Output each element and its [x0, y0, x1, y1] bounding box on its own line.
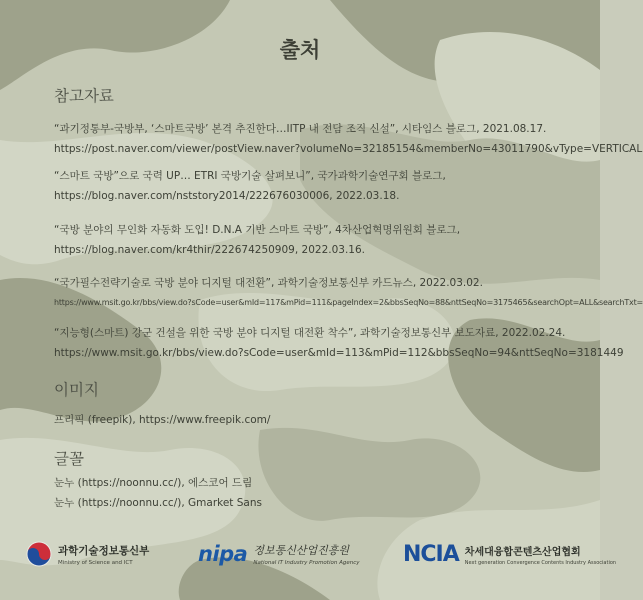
font-source-1: 눈누 (https://noonnu.cc/), 에스코어 드림	[54, 477, 253, 489]
reference-title: “과기정통부-국방부, ‘스마트국방’ 본격 추진한다…IITP 내 전담 조직 신설”, 시타임스 블로그, 2021.08.17.	[54, 123, 547, 135]
logo-footer	[0, 532, 617, 576]
image-source: 프리픽 (freepik), https://www.freepik.com/	[54, 414, 271, 426]
nipa-name: 정보통신산업진흥원	[253, 544, 349, 557]
reference-item-3	[54, 222, 574, 258]
page-title: 출처	[279, 38, 321, 62]
reference-url[interactable]: https://www.msit.go.kr/bbs/view.do?sCode=user&mId=113&mPid=112&bbsSeqNo=94&nttSeqNo=3181449	[54, 347, 624, 359]
ncia-wordmark: NCIA	[403, 541, 459, 567]
ncia-english-name: Next generation Convergence Contents Industry Association	[464, 559, 617, 566]
reference-item-2	[54, 168, 574, 204]
reference-url[interactable]: https://post.naver.com/viewer/postView.naver?volumeNo=32185154&memberNo=43011790&vType=VERTICAL	[54, 143, 643, 155]
nipa-english-name: National IT Industry Promotion Agency	[253, 560, 360, 566]
taegeuk-emblem-icon	[26, 541, 52, 567]
references-heading: 참고자료	[54, 87, 114, 105]
reference-url[interactable]: https://blog.naver.com/nststory2014/222676030006, 2022.03.18.	[54, 190, 400, 202]
font-source-2: 눈누 (https://noonnu.cc/), Gmarket Sans	[54, 497, 262, 509]
ncia-logo	[403, 532, 616, 576]
reference-item-5	[54, 325, 624, 361]
reference-title: “스마트 국방”으로 국력 UP… ETRI 국방기술 살펴보니”, 국가과학기술연구회 블로그,	[54, 170, 446, 182]
reference-item-1	[54, 121, 643, 157]
reference-title: “지능형(스마트) 강군 건설을 위한 국방 분야 디지털 대전환 착수”, 과학기술정보통신부 보도자료, 2022.02.24.	[54, 327, 566, 339]
reference-item-4	[54, 275, 643, 311]
nipa-wordmark: nipa	[198, 542, 248, 566]
msit-name: 과학기술정보통신부	[58, 544, 150, 557]
reference-title: “국방 분야의 무인화 자동화 도입! D.N.A 기반 스마트 국방”, 4차산업혁명위원회 블로그,	[54, 224, 461, 236]
fonts-heading: 글꼴	[54, 450, 84, 468]
nipa-logo	[198, 532, 359, 576]
reference-url[interactable]: https://blog.naver.com/kr4thir/222674250909, 2022.03.16.	[54, 244, 365, 256]
reference-title: “국가필수전략기술로 국방 분야 디지털 대전환”, 과학기술정보통신부 카드뉴스, 2022.03.02.	[54, 277, 483, 289]
images-heading: 이미지	[54, 381, 99, 399]
msit-english-name: Ministry of Science and ICT	[58, 559, 133, 566]
ncia-name: 차세대융합콘텐츠산업협회	[464, 546, 581, 558]
reference-url[interactable]: https://www.msit.go.kr/bbs/view.do?sCode=user&mId=117&mPid=111&pageIndex=2&bbsSeqNo=88&nttSeqNo=3175465&searchOpt=ALL&searchTxt=	[54, 298, 643, 307]
msit-logo	[26, 532, 149, 576]
